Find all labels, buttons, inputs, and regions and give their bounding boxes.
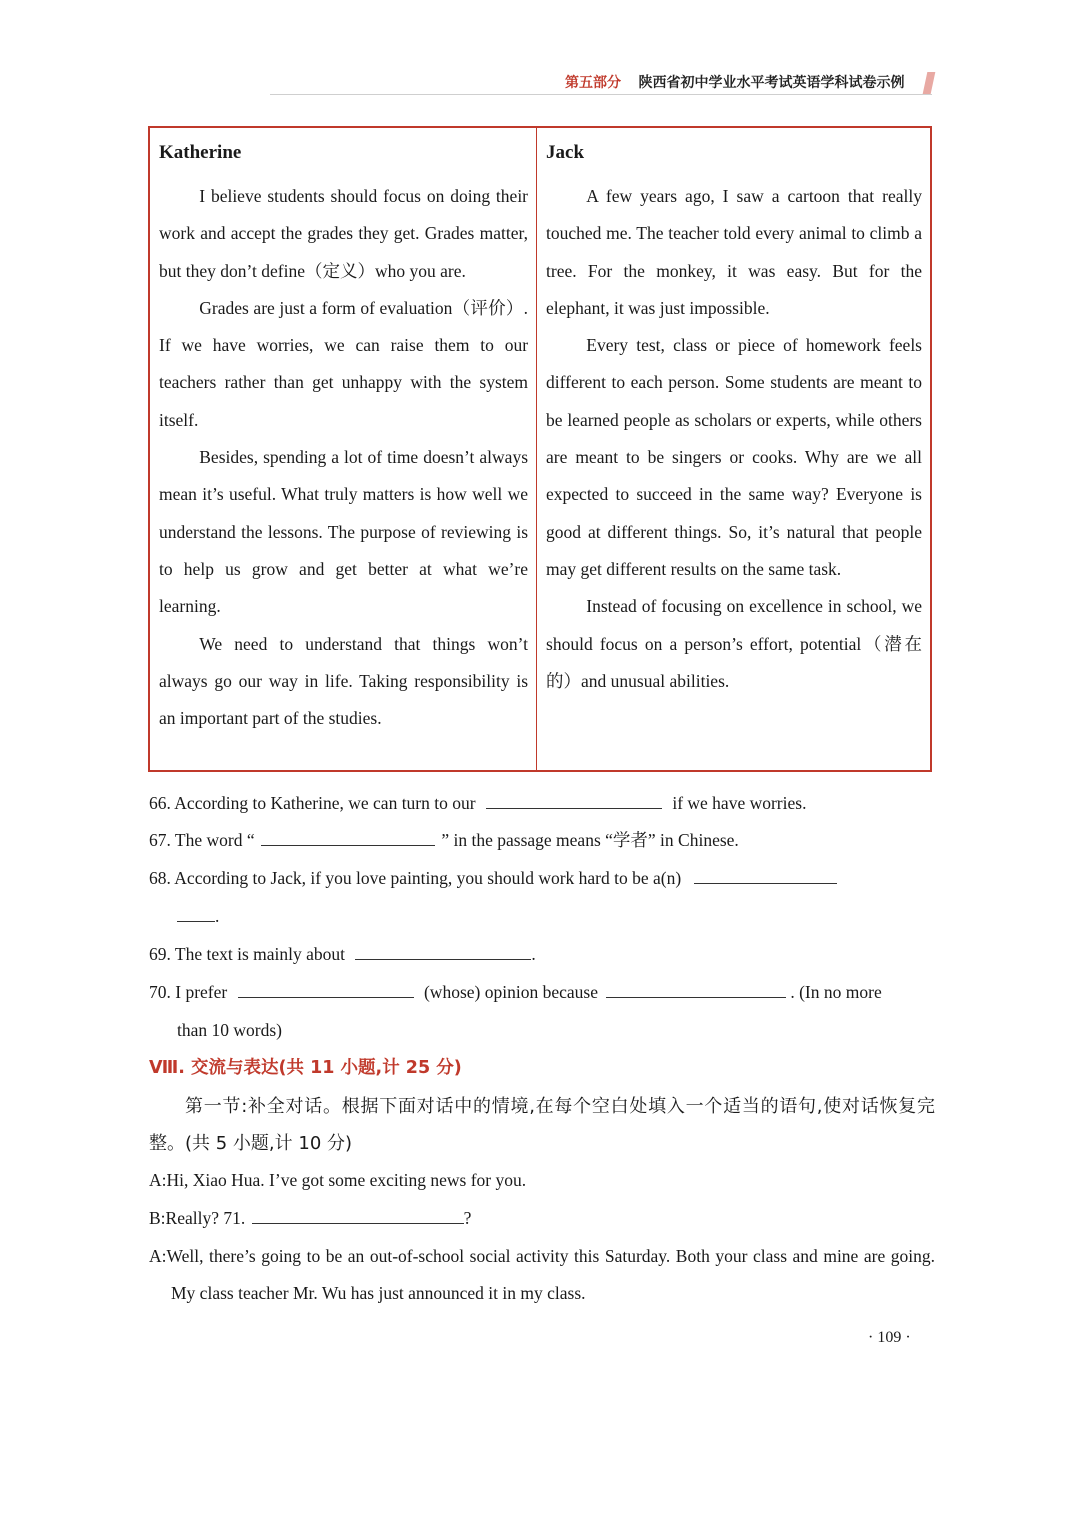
header-part-label: 第五部分 xyxy=(565,76,621,91)
dialogue-line xyxy=(149,1238,935,1313)
page-number: · 109 · xyxy=(868,1329,911,1346)
question-70-continued xyxy=(149,1012,935,1049)
dialogue-line xyxy=(149,1200,935,1237)
answer-blank[interactable] xyxy=(261,825,435,846)
answer-blank[interactable] xyxy=(606,977,786,998)
question-text: 67. The word “ xyxy=(149,830,255,850)
answer-blank[interactable] xyxy=(486,788,662,809)
question-text: 69. The text is mainly about xyxy=(149,944,346,964)
question-68 xyxy=(149,860,935,897)
question-text: 70. I prefer xyxy=(149,982,228,1002)
answer-blank[interactable] xyxy=(694,863,837,884)
passage-box xyxy=(148,126,932,772)
question-text: than 10 words) xyxy=(177,1020,282,1040)
question-70 xyxy=(149,974,935,1011)
answer-blank-continued[interactable] xyxy=(177,901,215,922)
answer-blank[interactable] xyxy=(238,977,414,998)
paragraph: Instead of focusing on excellence in school, we should focus on a person’s effort, potential（潜在的）and unusual abilities. xyxy=(546,596,922,691)
speaker-label: A: xyxy=(149,1170,167,1190)
question-text: . xyxy=(215,906,220,926)
question-67 xyxy=(149,822,935,859)
dialogue-text: ? xyxy=(463,1208,472,1228)
paragraph: Every test, class or piece of homework feels different to each person. Some students are meant to be learned people as scholars or experts, while others are meant to be singers or cooks. Why are we all expected to succeed in the same way? Everyone is good at different things. So, it’s natural that people may get different results on the same task. xyxy=(546,335,922,579)
header-divider xyxy=(270,94,932,95)
question-text: if we have worries. xyxy=(672,793,807,813)
header-title: 陕西省初中学业水平考试英语学科试卷示例 xyxy=(638,76,905,91)
dialogue-text: Really? 71. xyxy=(165,1208,246,1228)
dialogue-text: Hi, Xiao Hua. I’ve got some exciting news for you. xyxy=(166,1170,527,1190)
section-heading: Ⅷ. 交流与表达(共 11 小题,计 25 分) xyxy=(149,1058,462,1078)
question-text: 66. According to Katherine, we can turn to our xyxy=(149,793,476,813)
paragraph: I believe students should focus on doing their work and accept the grades they get. Grades matter, but they don’t define（定义）who you are. xyxy=(159,186,529,281)
question-text: 68. According to Jack, if you love painting, you should work hard to be a(n) xyxy=(149,868,682,888)
question-66 xyxy=(149,785,935,822)
question-68-continued xyxy=(149,898,935,935)
answer-blank[interactable] xyxy=(355,939,531,960)
paragraph: Grades are just a form of evaluation（评价）. If we have worries, we can raise them to our teachers rather than get unhappy with the system itself. xyxy=(159,297,529,430)
passage-column-jack xyxy=(537,128,930,770)
answer-blank[interactable] xyxy=(252,1203,464,1224)
speaker-label: B: xyxy=(149,1208,166,1228)
question-text: (whose) opinion because xyxy=(423,982,598,1002)
question-text: . xyxy=(531,944,536,964)
dialogue-line xyxy=(149,1162,935,1199)
paragraph: A few years ago, I saw a cartoon that really touched me. The teacher told every animal to climb a tree. For the monkey, it was easy. But for the elephant, it was just impossible. xyxy=(546,186,922,318)
question-text: ” in the passage means “学者” in Chinese. xyxy=(441,830,739,850)
section-instruction: 第一节:补全对话。根据下面对话中的情境,在每个空白处填入一个适当的语句,使对话恢复完整。(共 5 小题,计 10 分) xyxy=(149,1096,935,1155)
question-text: . (In no more xyxy=(790,982,882,1002)
paragraph: Besides, spending a lot of time doesn’t always mean it’s useful. What truly matters is how well we understand the lessons. The purpose of reviewing is to help us grow and get better at what we’re learning. xyxy=(159,447,529,617)
speaker-label: A: xyxy=(149,1246,167,1266)
paragraph: We need to understand that things won’t always go our way in life. Taking responsibility is an important part of the studies. xyxy=(159,633,529,729)
passage-column-katherine xyxy=(150,128,537,770)
question-69 xyxy=(149,936,935,973)
author-name: Jack xyxy=(546,142,585,163)
author-name: Katherine xyxy=(159,142,242,163)
dialogue-text: Well, there’s going to be an out-of-school social activity this Saturday. Both your class and mine are going. My class teacher Mr. Wu has just announced it in my class. xyxy=(166,1246,935,1304)
